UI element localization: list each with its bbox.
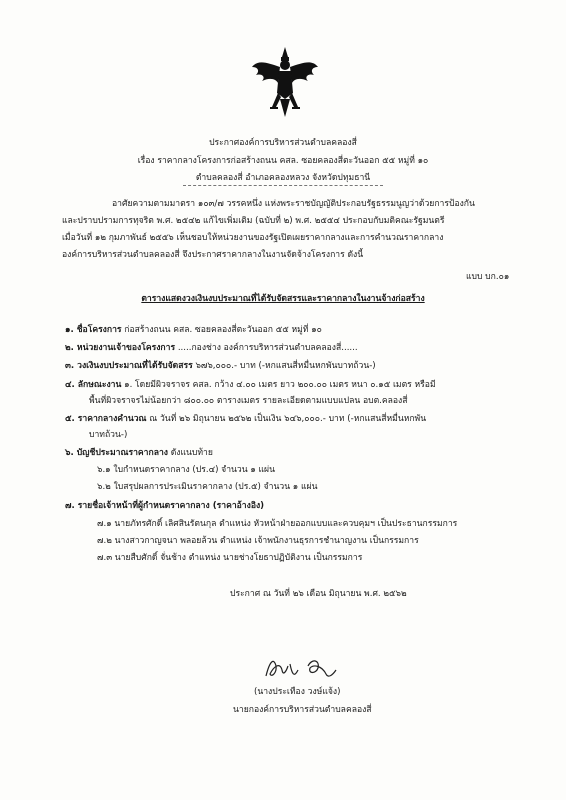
garuda-emblem-icon [250,45,320,121]
intro-line-4: องค์การบริหารส่วนตำบลคลองสี่ จึงประกาศราคากลางในงานจัดจ้างโครงการ ดังนี้ [62,250,364,260]
item-4 [65,379,436,391]
item-1-label: ๑. ชื่อโครงการ [65,325,122,335]
item-5-value-cont: บาทถ้วน-) [89,430,128,440]
item-1-value: ก่อสร้างถนน คสล. ซอยคลองสี่ตะวันออก ๕๕ หมู่ที่ ๑๐ [124,325,322,335]
intro-line-1: อาศัยความตามมาตรา ๑๐๓/๗ วรรคหนึ่ง แห่งพระราชบัญญัติประกอบรัฐธรรมนูญว่าด้วยการป้องกัน [112,199,475,209]
location-line: ตำบลคลองสี่ อำเภอคลองหลวง จังหวัดปทุมธานี [195,173,371,183]
item-1 [65,324,322,336]
announcer-title: ประกาศองค์การบริหารส่วนตำบลคลองสี่ [209,138,357,148]
item-2-value: .....กองช่าง องค์การบริหารส่วนตำบลคลองสี่...... [177,343,358,353]
table-title: ตารางแสดงวงเงินงบประมาณที่ได้รับจัดสรรและราคากลางในงานจ้างก่อสร้าง [141,294,425,304]
item-6 [65,447,213,459]
item-3-value: ๖๗๖,๐๐๐.- บาท (-หกแสนสี่หมื่นหกพันบาทถ้วน-) [195,361,376,371]
item-5-label: ๕. ราคากลางคำนวณ [65,414,147,424]
item-7-label: ๗. รายชื่อเจ้าหน้าที่ผู้กำหนดราคากลาง (ราคาอ้างอิง) [65,501,265,511]
item-5-value: ณ วันที่ ๒๖ มิถุนายน ๒๕๖๒ เป็นเงิน ๖๔๖,๐๐๐.- บาท (-หกแสนสี่หมื่นหกพัน [149,414,427,424]
item-7-2: ๗.๒ นางสาวกาญจนา พลอยล้วน ตำแหน่ง เจ้าพนักงานธุรการชำนาญงาน เป็นกรรมการ [97,536,419,546]
item-2-label: ๒. หน่วยงานเจ้าของโครงการ [65,343,176,353]
intro-line-3: เมื่อวันที่ ๑๒ กุมภาพันธ์ ๒๕๕๖ เห็นชอบให้หน่วยงานของรัฐเปิดเผยราคากลางและการคำนวณราคากลาง [62,233,444,243]
item-7-1: ๗.๑ นายภัทรศักดิ์ เลิศสินรัตนกุล ตำแหน่ง หัวหน้าฝ่ายออกแบบและควบคุมฯ เป็นประธานกรรมการ [97,519,458,529]
item-7-3: ๗.๓ นายสืบศักดิ์ จั่นช้าง ตำแหน่ง นายช่างโยธาปฏิบัติงาน เป็นกรรมการ [97,553,363,563]
item-2 [65,342,358,354]
signer-name: (นางประเทือง วงษ์แจ้ง) [254,687,341,697]
form-code: แบบ บก.๐๑ [466,272,510,282]
signature-icon [260,652,340,686]
item-5 [65,413,426,425]
subject-line: เรื่อง ราคากลางโครงการก่อสร้างถนน คสล. ซอยคลองสี่ตะวันออก ๕๕ หมู่ที่ ๑๐ [137,156,429,166]
announcement-date: ประกาศ ณ วันที่ ๒๖ เดือน มิถุนายน พ.ศ. ๒๕๖๒ [230,589,407,599]
item-4-value: ๑. โดยมีผิวจราจร คสล. กว้าง ๔.๐๐ เมตร ยาว ๒๐๐.๐๐ เมตร หนา ๐.๑๕ เมตร หรือมี [124,380,436,390]
signer-title: นายกองค์การบริหารส่วนตำบลคลองสี่ [233,705,372,715]
item-4-value-cont: พื้นที่ผิวจราจรไม่น้อยกว่า ๘๐๐.๐๐ ตารางเมตร รายละเอียดตามแบบแปลน อบต.คลองสี่ [89,396,408,406]
separator-line [183,185,383,186]
item-6-label: ๖. บัญชีประมาณราคากลาง [65,448,168,458]
intro-line-2: และปราบปรามการทุจริต พ.ศ. ๒๕๔๒ แก้ไขเพิ่มเติม (ฉบับที่ ๒) พ.ศ. ๒๕๕๔ ประกอบกับมติคณะรัฐมนตรี [62,216,445,226]
item-3-label: ๓. วงเงินงบประมาณที่ได้รับจัดสรร [65,361,193,371]
item-6-1: ๖.๑ ใบกำหนดราคากลาง (ปร.๔) จำนวน ๑ แผ่น [97,465,275,475]
item-3 [65,360,376,372]
item-4-label: ๔. ลักษณะงาน [65,380,122,390]
item-6-value: ดังแนบท้าย [170,448,213,458]
item-6-2: ๖.๒ ใบสรุปผลการประเมินราคากลาง (ปร.๕) จำนวน ๑ แผ่น [97,482,318,492]
